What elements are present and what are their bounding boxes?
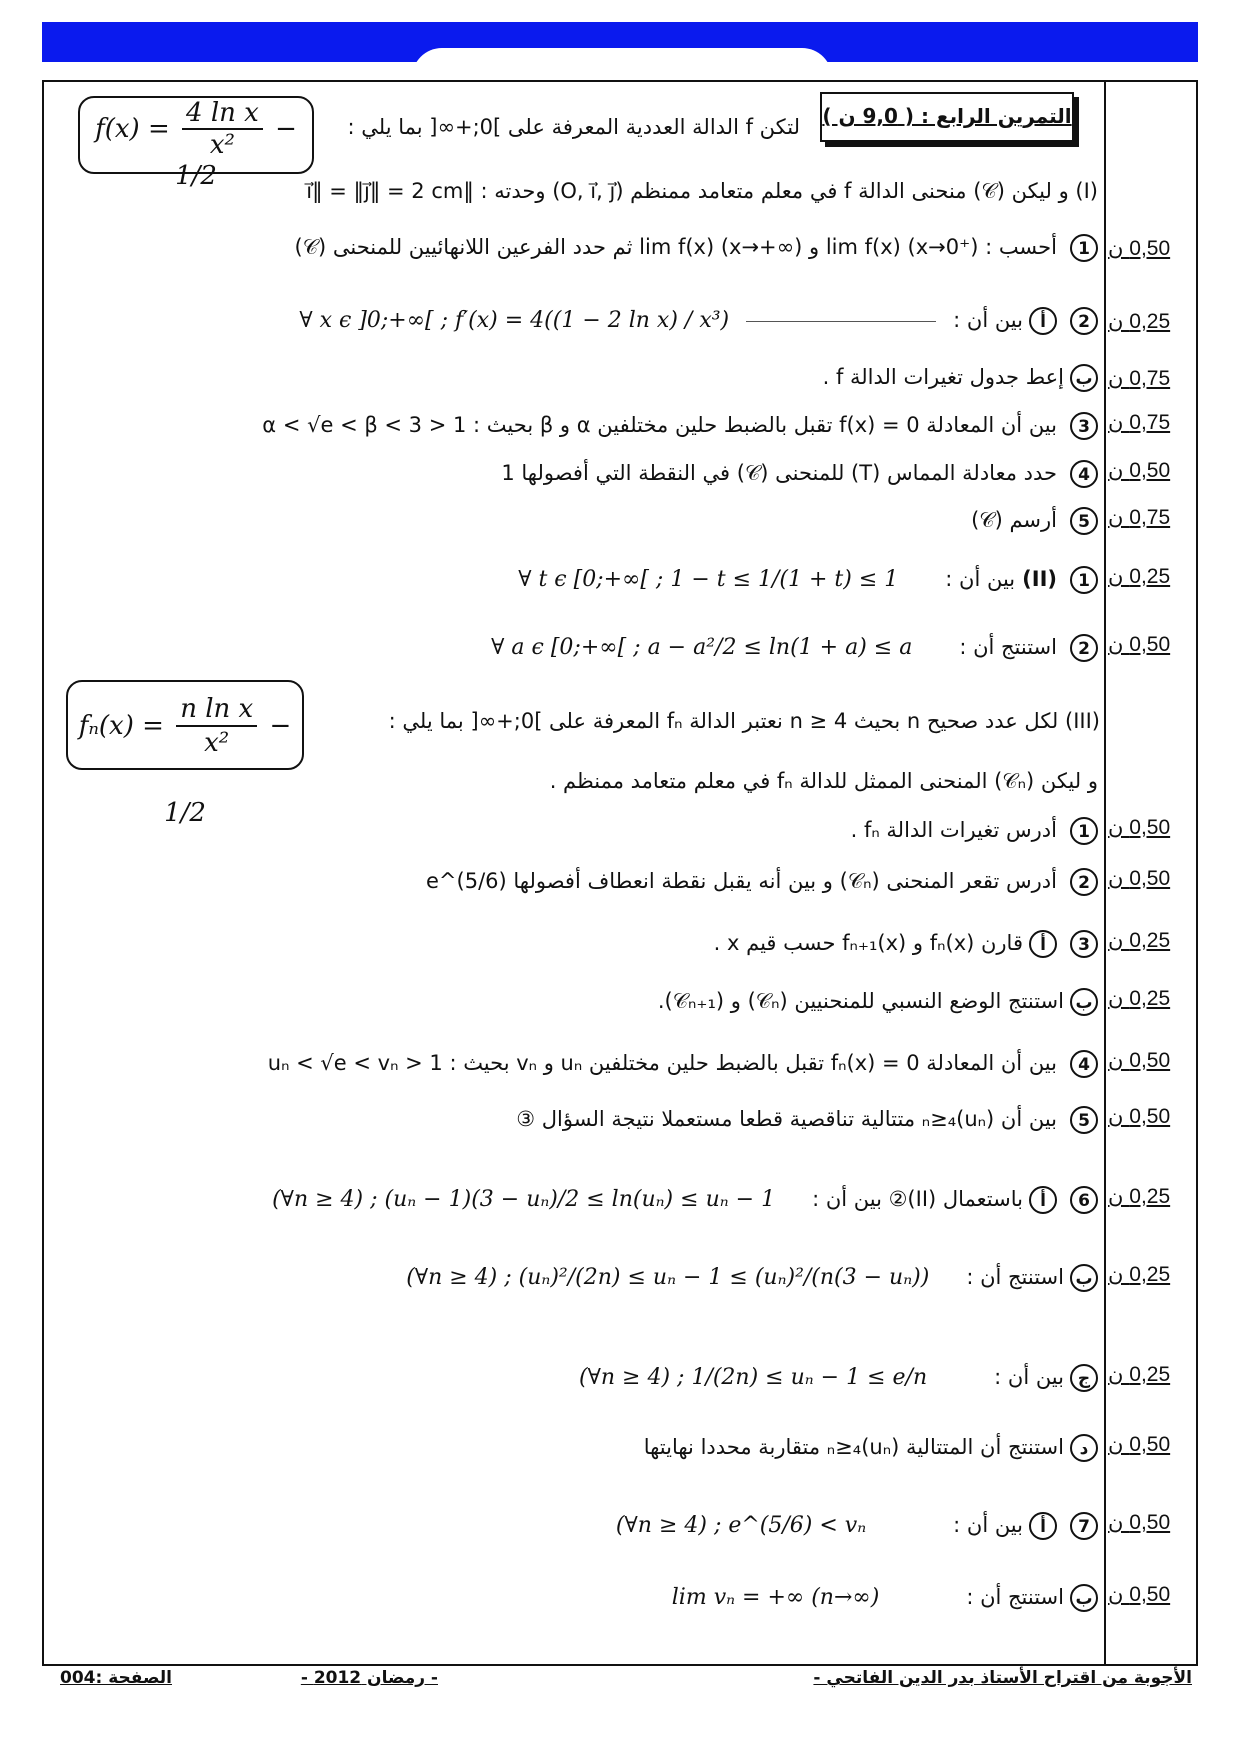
question-number-badge: 5 bbox=[1070, 1106, 1098, 1134]
question-III-3a bbox=[48, 928, 1098, 959]
question-text: بين أن المعادلة fₙ(x) = 0 تقبل بالضبط حلين مختلفين uₙ و vₙ بحيث : 1 < uₙ < √e < vₙ bbox=[267, 1051, 1057, 1075]
question-II-1 bbox=[48, 564, 1098, 595]
question-1 bbox=[48, 232, 1098, 263]
score-q20: 0,50 ن bbox=[1108, 1511, 1171, 1534]
sub-letter-badge: ج bbox=[1070, 1364, 1098, 1392]
top-banner-tab bbox=[412, 48, 832, 78]
dash-line bbox=[746, 321, 936, 322]
question-number-badge: 2 bbox=[1070, 868, 1098, 896]
question-number-badge: 5 bbox=[1070, 507, 1098, 535]
question-math: lim vₙ = +∞ (n→∞) bbox=[671, 1585, 880, 1610]
question-3 bbox=[48, 410, 1098, 441]
question-text: استنتج الوضع النسبي للمنحنيين (𝒞ₙ) و (𝒞ₙ₊₁). bbox=[657, 989, 1064, 1013]
question-text: استنتج أن : bbox=[966, 1265, 1064, 1289]
question-number-badge: 1 bbox=[1070, 566, 1098, 594]
question-text: و ليكن (𝒞ₙ) المنحنى الممثل للدالة fₙ في معلم متعامد ممنظم . bbox=[549, 769, 1098, 793]
question-text: بين أن : bbox=[994, 1365, 1064, 1389]
score-q15: 0,50 ن bbox=[1108, 1105, 1171, 1128]
question-text: إعط جدول تغيرات الدالة f . bbox=[822, 365, 1064, 389]
score-q11: 0,50 ن bbox=[1108, 867, 1171, 890]
question-math: (∀n ≥ 4) ; 1/(2n) ≤ uₙ − 1 ≤ e/n bbox=[579, 1365, 928, 1390]
question-III-4 bbox=[48, 1048, 1098, 1079]
sub-letter-badge: أ bbox=[1029, 1512, 1057, 1540]
f-numerator: 4 ln x bbox=[182, 98, 263, 130]
fn-fraction bbox=[176, 693, 257, 759]
question-2a bbox=[48, 305, 1098, 336]
score-q12: 0,25 ن bbox=[1108, 929, 1171, 952]
question-III-6a bbox=[48, 1184, 1098, 1215]
sub-letter-badge: أ bbox=[1029, 930, 1057, 958]
score-q13: 0,25 ن bbox=[1108, 987, 1171, 1010]
score-q4: 0,50 ن bbox=[1108, 459, 1171, 482]
fn-prefix: fₙ(x) = bbox=[78, 711, 164, 741]
score-q10: 0,50 ن bbox=[1108, 816, 1171, 839]
question-text: بين أن : bbox=[953, 1513, 1023, 1537]
part-three-curve bbox=[48, 766, 1098, 797]
sub-letter-badge: ب bbox=[1070, 1584, 1098, 1612]
f-fraction bbox=[182, 98, 263, 160]
question-math: (∀n ≥ 4) ; (uₙ − 1)(3 − uₙ)/2 ≤ ln(uₙ) ≤ uₙ − 1 bbox=[272, 1187, 776, 1212]
question-text: أدرس تقعر المنحنى (𝒞ₙ) و بين أنه يقبل نقطة انعطاف أفصولها e^(5/6) bbox=[426, 869, 1057, 893]
question-III-1 bbox=[48, 815, 1098, 846]
question-text: بين أن : bbox=[953, 308, 1023, 332]
question-text: استنتج أن : bbox=[959, 635, 1057, 659]
score-q1: 0,50 ن bbox=[1108, 237, 1171, 260]
question-III-6c bbox=[48, 1362, 1098, 1393]
fn-suffix: − 1/2 bbox=[164, 711, 292, 828]
question-4 bbox=[48, 458, 1098, 489]
fn-definition-box bbox=[66, 680, 304, 828]
exercise-title: التمرين الرابع : ( 9,0 ن ) bbox=[820, 92, 1074, 142]
question-text: (III) لكل عدد صحيح n بحيث n ≥ 4 نعتبر الدالة fₙ المعرفة على ]0;+∞[ بما يلي : bbox=[388, 709, 1100, 733]
score-q2b: 0,75 ن bbox=[1108, 367, 1171, 390]
question-text: حدد معادلة المماس (T) للمنحنى (𝒞) في النقطة التي أفصولها 1 bbox=[501, 461, 1057, 485]
footer-page: الصفحة :004 bbox=[60, 1668, 172, 1688]
question-III-7a bbox=[48, 1510, 1098, 1541]
question-number-badge: 4 bbox=[1070, 460, 1098, 488]
fn-numerator: n ln x bbox=[176, 693, 257, 727]
score-column-divider bbox=[1104, 80, 1106, 1666]
score-q14: 0,50 ن bbox=[1108, 1049, 1171, 1072]
sub-letter-badge: ب bbox=[1070, 988, 1098, 1016]
question-number-badge: 3 bbox=[1070, 930, 1098, 958]
part-three-text bbox=[310, 706, 1100, 737]
part-one-label: (I) و ليكن (𝒞) منحنى الدالة f في معلم متعامد ممنظم (O, i⃗, j⃗) وحدته : ‖i⃗‖ = ‖j⃗‖ = 2 cm bbox=[306, 179, 1098, 203]
sub-letter-badge: أ bbox=[1029, 307, 1057, 335]
question-math: (∀n ≥ 4) ; e^(5/6) < vₙ bbox=[615, 1513, 867, 1538]
question-number-badge: 2 bbox=[1070, 307, 1098, 335]
question-III-5 bbox=[48, 1104, 1098, 1135]
question-text: استنتج أن : bbox=[966, 1585, 1064, 1609]
intro-label: لتكن f الدالة العددية المعرفة على ]0;+∞[ بما يلي : bbox=[347, 115, 800, 139]
f-suffix: − 1/2 bbox=[175, 114, 297, 191]
question-text: بين أن : bbox=[945, 567, 1016, 591]
f-denominator: x² bbox=[209, 130, 235, 160]
question-number-badge: 2 bbox=[1070, 634, 1098, 662]
score-q3: 0,75 ن bbox=[1108, 411, 1171, 434]
question-III-2 bbox=[48, 866, 1098, 897]
question-number-badge: 1 bbox=[1070, 817, 1098, 845]
score-q16: 0,25 ن bbox=[1108, 1185, 1171, 1208]
question-number-badge: 3 bbox=[1070, 412, 1098, 440]
score-q21: 0,50 ن bbox=[1108, 1583, 1171, 1606]
sub-letter-badge: د bbox=[1070, 1434, 1098, 1462]
question-number-badge: 7 bbox=[1070, 1512, 1098, 1540]
question-III-3b bbox=[48, 986, 1098, 1017]
question-text: استنتج أن المتتالية (uₙ)ₙ≥₄ متقاربة محددا نهايتها bbox=[643, 1435, 1064, 1459]
question-number-badge: 4 bbox=[1070, 1050, 1098, 1078]
question-text: أحسب : lim f(x) (x→0⁺) و lim f(x) (x→+∞) ثم حدد الفرعين اللانهائيين للمنحنى (𝒞) bbox=[294, 235, 1057, 259]
question-math: (∀n ≥ 4) ; (uₙ)²/(2n) ≤ uₙ − 1 ≤ (uₙ)²/(n(3 − uₙ)) bbox=[406, 1265, 930, 1290]
question-math: ∀ x ϵ ]0;+∞[ ; f′(x) = 4((1 − 2 ln x) / x³) bbox=[299, 308, 730, 333]
intro-text bbox=[330, 112, 800, 143]
f-definition-box bbox=[78, 96, 314, 191]
question-math: ∀ t ϵ [0;+∞[ ; 1 − t ≤ 1/(1 + t) ≤ 1 bbox=[518, 567, 899, 592]
question-text: أرسم (𝒞) bbox=[971, 508, 1057, 532]
question-text: أدرس تغيرات الدالة fₙ . bbox=[850, 818, 1057, 842]
question-5 bbox=[48, 505, 1098, 536]
question-2b bbox=[48, 362, 1098, 393]
score-q17: 0,25 ن bbox=[1108, 1263, 1171, 1286]
f-prefix: f(x) = bbox=[95, 114, 170, 144]
sub-letter-badge: ب bbox=[1070, 364, 1098, 392]
score-q18: 0,25 ن bbox=[1108, 1363, 1171, 1386]
sub-letter-badge: ب bbox=[1070, 1264, 1098, 1292]
footer-date: - رمضان 2012 - bbox=[300, 1668, 438, 1688]
score-q5: 0,75 ن bbox=[1108, 506, 1171, 529]
question-text: باستعمال (II)② بين أن : bbox=[812, 1187, 1023, 1211]
question-III-6d bbox=[48, 1432, 1098, 1463]
question-text: قارن fₙ(x) و fₙ₊₁(x) حسب قيم x . bbox=[713, 931, 1023, 955]
question-II-2 bbox=[48, 632, 1098, 663]
score-q6: 0,25 ن bbox=[1108, 565, 1171, 588]
footer-source: الأجوبة من اقتراح الأستاذ بدر الدين الفاتحي - bbox=[813, 1668, 1192, 1688]
fn-denominator: x² bbox=[204, 728, 230, 758]
score-q7: 0,50 ن bbox=[1108, 633, 1171, 656]
question-number-badge: 6 bbox=[1070, 1186, 1098, 1214]
sub-letter-badge: أ bbox=[1029, 1186, 1057, 1214]
question-III-7b bbox=[48, 1582, 1098, 1613]
score-q19: 0,50 ن bbox=[1108, 1433, 1171, 1456]
question-III-6b bbox=[48, 1262, 1098, 1293]
question-text: بين أن (uₙ)ₙ≥₄ متتالية تناقصية قطعا مستعملا نتيجة السؤال ③ bbox=[516, 1107, 1057, 1131]
score-q2a: 0,25 ن bbox=[1108, 310, 1171, 333]
question-text: بين أن المعادلة f(x) = 0 تقبل بالضبط حلين مختلفين α و β بحيث : 1 < α < √e < β < 3 bbox=[262, 413, 1057, 437]
footer bbox=[42, 1666, 1198, 1690]
part-label: (II) bbox=[1022, 567, 1057, 591]
question-math: ∀ a ϵ [0;+∞[ ; a − a²/2 ≤ ln(1 + a) ≤ a bbox=[491, 635, 913, 660]
question-number-badge: 1 bbox=[1070, 234, 1098, 262]
part-one-text bbox=[48, 176, 1098, 207]
